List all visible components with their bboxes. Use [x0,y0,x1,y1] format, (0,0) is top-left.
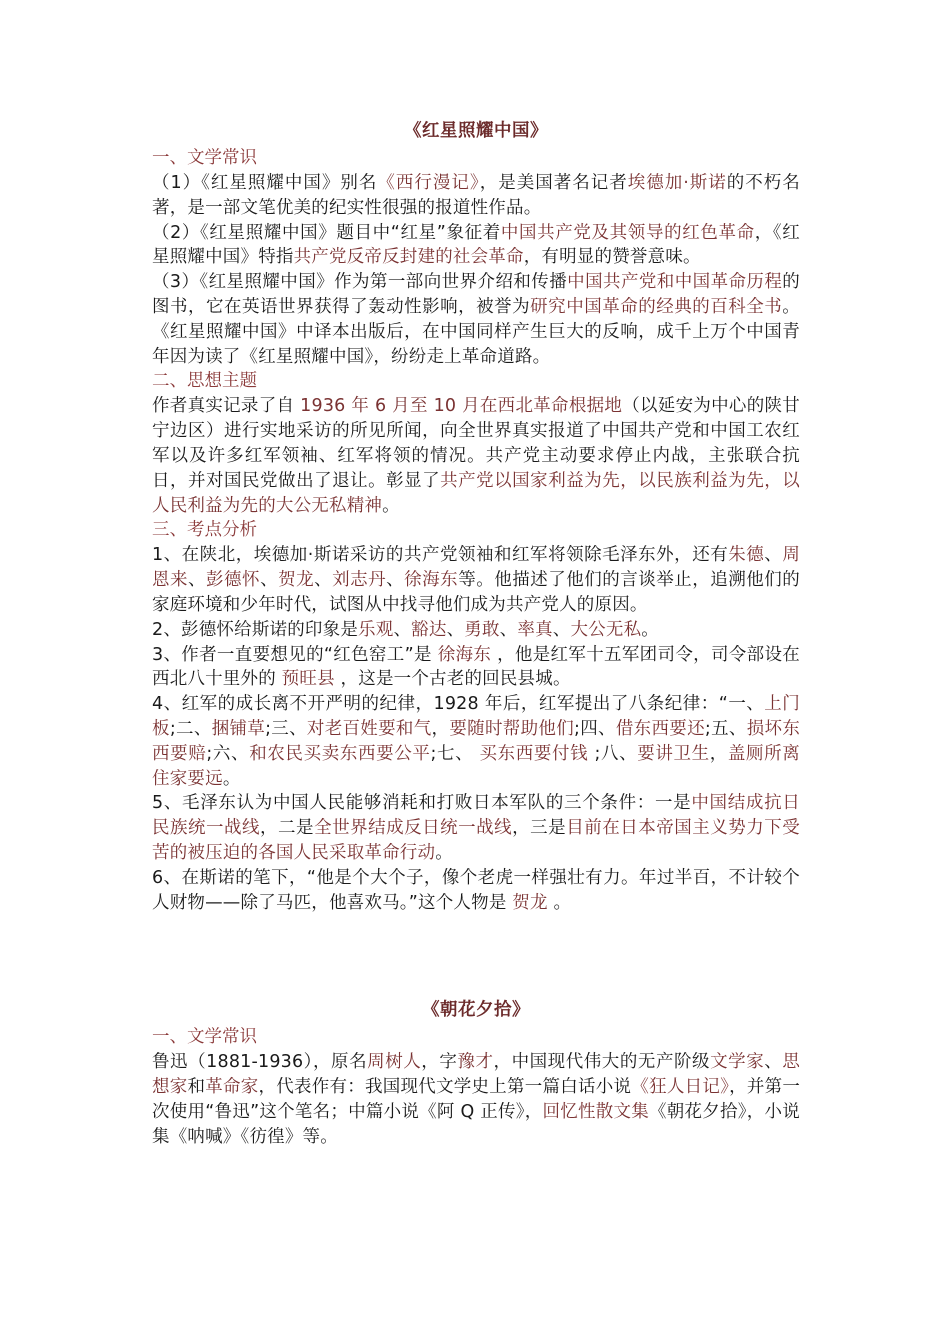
text-run: ，三是 [512,818,567,839]
text-run: ， [431,718,450,739]
highlighted-text: 文学家 [710,1052,765,1073]
highlighted-text: 刘志丹 [332,570,387,591]
highlighted-text: 《狂人日记》 [631,1077,730,1098]
text-run: 2、彭德怀给斯诺的印象是 [152,619,359,640]
text-run: ，二是 [260,818,315,839]
text-run: ，中国现代伟大的无产阶级 [493,1052,711,1073]
highlighted-text: 乐观 [358,619,394,640]
text-run: ;二、 [169,718,212,739]
highlighted-text: 豁达 [411,619,447,640]
highlighted-text: 要讲卫生 [637,743,710,764]
highlighted-text: 预旺县 [281,669,335,690]
paragraph [152,394,800,518]
text-run: 。 [222,768,241,789]
highlighted-text: 周树人 [367,1052,422,1073]
highlighted-text: 对老百姓要和气 [306,718,432,739]
paragraph [152,1050,800,1149]
text-run: （3）《红星照耀中国》作为第一部向世界介绍和传播 [152,272,568,293]
text-run: 、 [260,570,279,591]
text-run: 、 [764,1052,783,1073]
text-run: 、 [393,619,412,640]
highlighted-text: 1936 年 6 月至 10 月在西北革命根据地 [300,396,623,417]
paragraph [152,270,800,369]
text-run: 、 [386,570,405,591]
text-run: （1）《红星照耀中国》别名 [152,173,378,193]
highlighted-text: 《西行漫记》 [377,173,480,193]
text-run: ，这是一个古老的回民县城。 [334,669,571,690]
section-heading: 一、文学常识 [152,1027,257,1048]
highlighted-text: 大公无私 [570,619,642,640]
highlighted-text: 借东西要还 [615,718,705,739]
text-run: ，并第一次使用“鲁迅”这个笔名；中篇小说《阿 Q 正传》， [152,1077,801,1122]
text-run: 鲁迅（1881-1936），原名 [152,1052,368,1073]
text-run: 。 [382,495,400,516]
paragraph [152,791,800,865]
paragraph [152,866,800,916]
text-run: 、 [314,570,333,591]
section-heading: 一、文学常识 [152,148,257,168]
text-run: ，代表作有：我国现代文学史上第一篇白话小说 [258,1077,632,1098]
text-run: （以延安为中心的陕甘宁边区）进行实地采访的所见所闻，向全世界真实报道了中国共产党和中国工农红军以及许多红军领袖、红军将领的情况。共产党主动要求停止内战，主张联合抗日，并对国民党做出了退让。彰显了 [152,396,800,491]
text-run: ，是美国著名记者 [479,173,628,193]
highlighted-text: 损坏东西要赔 [152,718,801,764]
paragraph [152,221,800,271]
highlighted-text: 革命家 [205,1077,259,1098]
text-run: 3、作者一直要想见的“红色窑工”是 [152,644,438,665]
highlighted-text: 回忆性散文集 [542,1101,650,1122]
highlighted-text: 买东西要付钱 [479,743,589,764]
paragraph [152,618,800,643]
highlighted-text: 中国共产党及其领导的红色革命 [500,222,755,243]
highlighted-text: 全世界结成反日统一战线 [314,818,513,839]
text-run: ，有明显的赞誉意味。 [523,247,701,268]
highlighted-text: 彭德怀 [206,570,261,591]
highlighted-text: 共产党反帝反封建的社会革命 [293,247,524,268]
highlighted-text: 研究中国革命的经典的百科全书 [530,296,783,317]
paragraph [152,643,800,693]
highlighted-text: 中国结成抗日民族统一战线 [152,793,800,839]
section-spacer [152,915,800,997]
text-run: 的不朽名著，是一部文笔优美的纪实性很强的报道性作品。 [152,173,801,218]
highlighted-text: 上门板 [152,694,800,739]
section-heading: 二、思想主题 [152,371,257,392]
text-run: ，他是红军十五军团司令，司令部设在西北八十里外的 [152,644,800,690]
text-run: 。《红星照耀中国》中译本出版后，在中国同样产生巨大的反响，成千上万个中国青年因为读了《红星照耀中国》，纷纷走上革命道路。 [152,296,800,367]
highlighted-text: 贺龙 [278,570,315,591]
text-run: 和 [187,1077,206,1098]
paragraph [152,171,800,221]
highlighted-text: 勇敢 [464,619,500,640]
highlighted-text: 目前在日本帝国主义势力下受苦的被压迫的各国人民采取革命行动 [152,818,800,863]
text-run: 、 [764,545,783,566]
text-run: 、 [188,570,207,591]
text-run: （2）《红星照耀中国》题目中“红星”象征着 [152,222,501,243]
section-heading: 三、考点分析 [152,520,257,541]
text-run: 6、在斯诺的笔下，“他是个大个子，像个老虎一样强壮有力。年过半百，不计较个人财物——除了马匹，他喜欢马。”这个人物是 [152,867,800,913]
text-run: 1、在陕北，埃德加·斯诺采访的共产党领袖和红军将领除毛泽东外，还有 [152,545,729,566]
text-run: ;四、 [574,718,616,739]
highlighted-text: 徐海东 [437,644,492,665]
section-title: 《朝花夕拾》 [422,1000,530,1021]
text-run: ，《红星照耀中国》特指 [152,222,800,268]
text-run: 。 [641,619,659,640]
text-run: 。 [435,842,453,863]
highlighted-text: 捆铺草 [211,718,266,739]
text-run: 。 [547,892,572,913]
highlighted-text: 徐海东 [404,570,459,591]
text-run: ;三、 [265,718,307,739]
paragraph [152,692,800,791]
text-run: ，字 [421,1052,458,1073]
highlighted-text: 中国共产党和中国革命历程 [567,272,783,293]
highlighted-text: 朱德 [728,545,765,566]
text-run: 等。他描述了他们的言谈举止，追溯他们的家庭环境和少年时代，试图从中找寻他们成为共产党人的原因。 [152,570,801,615]
highlighted-text: 盖厕所离住家要远 [152,743,800,789]
highlighted-text: 思想家 [152,1052,801,1098]
text-run: 4、红军的成长离不开严明的纪律，1928 年后，红军提出了八条纪律：“一、 [152,694,765,715]
text-run: ;六、 [206,743,250,764]
text-run: ， [709,743,728,764]
text-run: 作者真实记录了自 [152,396,301,417]
text-run: 、 [499,619,518,640]
highlighted-text: 要随时帮助他们 [449,718,575,739]
highlighted-text: 贺龙 [512,892,548,913]
text-run: 《朝花夕拾》，小说集《呐喊》《彷徨》等。 [152,1101,800,1147]
highlighted-text: 和农民买卖东西要公平 [249,743,431,764]
text-run: ;七、 [430,743,480,764]
text-run: ;五、 [704,718,747,739]
text-run: ;八、 [588,743,638,764]
highlighted-text: 周恩来 [152,545,801,591]
highlighted-text: 共产党以国家利益为先，以民族利益为先，以人民利益为先的大公无私精神 [152,470,801,516]
paragraph [152,543,800,617]
highlighted-text: 埃德加·斯诺 [627,173,727,193]
text-run: 、 [446,619,465,640]
text-run: 、 [552,619,571,640]
section-title: 《红星照耀中国》 [404,121,548,141]
highlighted-text: 豫才 [457,1052,494,1073]
text-run: 的图书，它在英语世界获得了轰动性影响，被誉为 [152,272,800,317]
text-run: 5、毛泽东认为中国人民能够消耗和打败日本军队的三个条件：一是 [152,793,692,814]
highlighted-text: 率真 [517,619,553,640]
